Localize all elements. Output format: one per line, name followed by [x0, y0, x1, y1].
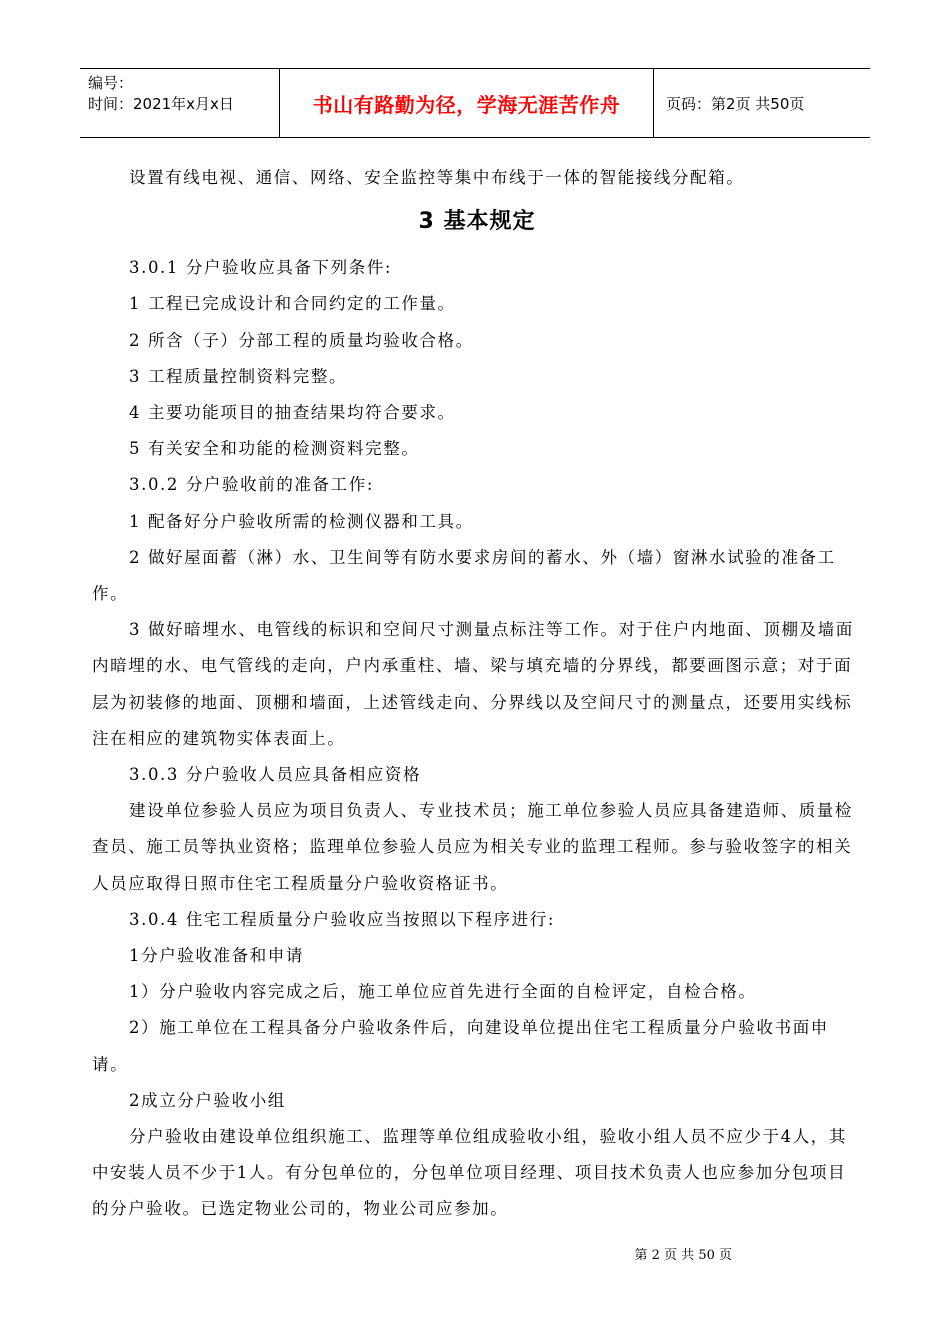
- paragraph: 3 工程质量控制资料完整。: [129, 366, 348, 386]
- paragraph: 3 做好暗埋水、电管线的标识和空间尺寸测量点标注等工作。对于住户内地面、顶棚及墙面内暗埋的水、电气管线的走向，户内承重柱、墙、梁与填充墙的分界线，都要画图示意；对于面层为初装修的地面、顶棚和墙面，上述管线走向、分界线以及空间尺寸的测量点，还要用实线标注在相应的建筑物实体表面上。: [92, 620, 854, 748]
- document-body: [92, 160, 862, 1228]
- paragraph: 2 所含（子）分部工程的质量均验收合格。: [129, 330, 474, 350]
- paragraph: 3.0.1 分户验收应具备下列条件:: [129, 258, 393, 278]
- intro-line: 设置有线电视、通信、网络、安全监控等集中布线于一体的智能接线分配箱。: [129, 168, 745, 187]
- paragraph: 3.0.4 住宅工程质量分户验收应当按照以下程序进行:: [129, 909, 555, 929]
- paragraph: 1 配备好分户验收所需的检测仪器和工具。: [129, 511, 474, 531]
- header-page-info: 页码：第2页 共50页: [666, 94, 805, 113]
- header-meta: [80, 69, 280, 137]
- paragraph: 2）施工单位在工程具备分户验收条件后，向建设单位提出住宅工程质量分户验收书面申请。: [92, 1018, 829, 1074]
- paragraph: 2成立分户验收小组: [129, 1090, 286, 1110]
- paragraph: 建设单位参验人员应为项目负责人、专业技术员；施工单位参验人员应具备建造师、质量检查员、施工员等执业资格；监理单位参验人员应为相关专业的监理工程师。参与验收签字的相关人员应取得日照市住宅工程质量分户验收资格证书。: [92, 801, 853, 893]
- header-motto: 书山有路勤为径，学海无涯苦作舟: [280, 69, 654, 137]
- paragraph: 3.0.3 分户验收人员应具备相应资格: [129, 765, 422, 785]
- paragraph: 4 主要功能项目的抽查结果均符合要求。: [129, 403, 456, 423]
- paragraph: 1 工程已完成设计和合同约定的工作量。: [129, 294, 456, 314]
- paragraph: 2 做好屋面蓄（淋）水、卫生间等有防水要求房间的蓄水、外（墙）窗淋水试验的准备工作。: [92, 547, 836, 604]
- date-label: 时间：2021年x月x日: [88, 95, 234, 113]
- paragraph: 1分户验收准备和申请: [129, 946, 304, 966]
- page-footer: 第 2 页 共 50 页: [634, 1248, 732, 1263]
- page-header: [80, 68, 870, 138]
- section-title: 3 基本规定: [418, 209, 536, 235]
- paragraph: 1）分户验收内容完成之后，施工单位应首先进行全面的自检评定，自检合格。: [129, 982, 757, 1002]
- paragraph: 5 有关安全和功能的检测资料完整。: [129, 439, 420, 459]
- paragraph: 分户验收由建设单位组织施工、监理等单位组成验收小组，验收小组人员不应少于4人，其中安装人员不少于1人。有分包单位的，分包单位项目经理、项目技术负责人也应参加分包项目的分户验收。已选定物业公司的，物业公司应参加。: [92, 1127, 847, 1219]
- paragraph: 3.0.2 分户验收前的准备工作:: [129, 475, 374, 495]
- number-label: 编号：: [88, 74, 134, 92]
